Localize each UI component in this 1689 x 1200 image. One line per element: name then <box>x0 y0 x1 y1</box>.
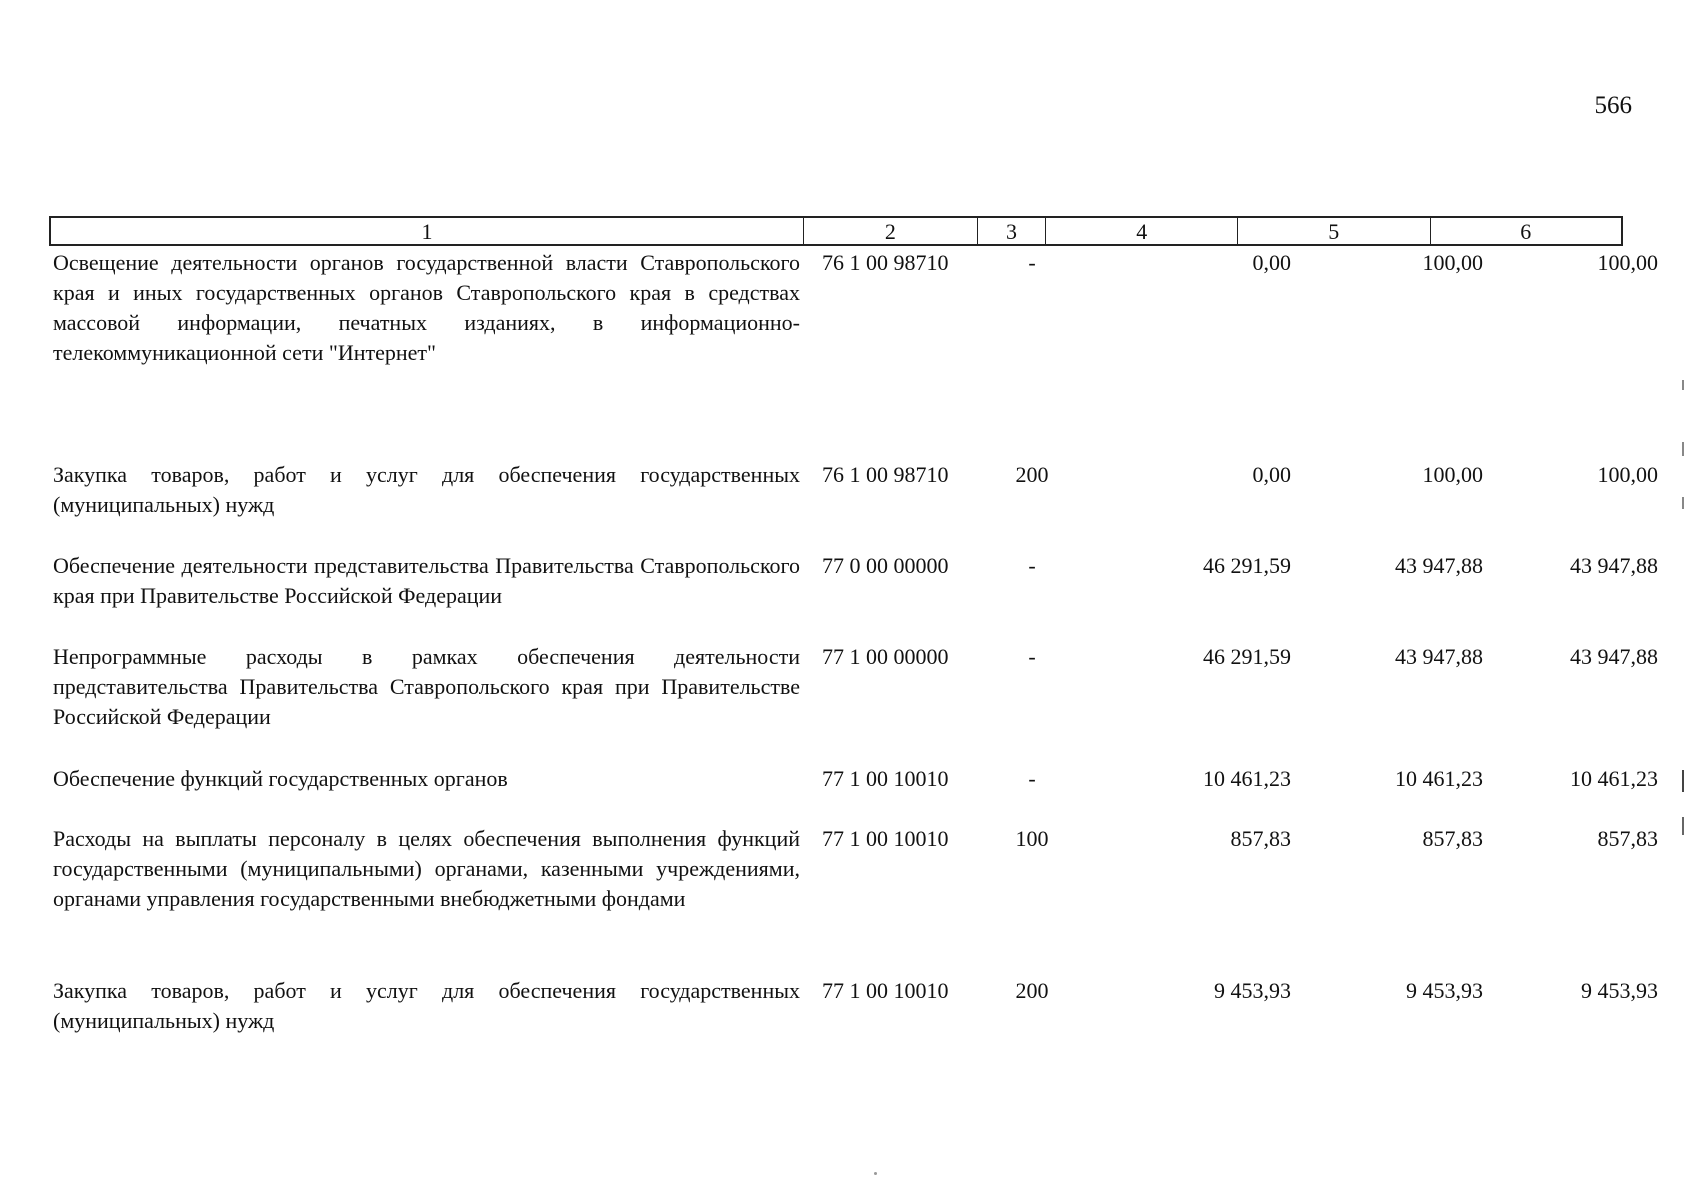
row-value-5: 857,83 <box>1422 826 1483 851</box>
row-code: 77 1 00 10010 <box>822 826 949 851</box>
header-col-3: 3 <box>978 218 1047 244</box>
row-code: 77 1 00 10010 <box>822 978 949 1003</box>
header-col-1: 1 <box>51 218 804 244</box>
row-code: 76 1 00 98710 <box>822 250 949 275</box>
row-value-6: 9 453,93 <box>1581 978 1658 1003</box>
row-code: 76 1 00 98710 <box>822 462 949 487</box>
row-code: 77 1 00 10010 <box>822 766 949 791</box>
row-type: - <box>1028 766 1036 791</box>
scan-mark <box>1682 770 1684 792</box>
row-code: 77 0 00 00000 <box>822 553 949 578</box>
scan-dot <box>874 1172 877 1175</box>
row-name: Обеспечение функций государственных органов <box>53 766 508 791</box>
row-value-5: 43 947,88 <box>1395 644 1483 669</box>
row-type: - <box>1028 250 1036 275</box>
row-type: 100 <box>1015 826 1049 851</box>
row-type: - <box>1028 644 1036 669</box>
scan-mark <box>1682 442 1684 456</box>
row-value-4: 9 453,93 <box>1214 978 1291 1003</box>
scan-mark <box>1682 380 1684 390</box>
row-name: Расходы на выплаты персоналу в целях обеспечения выполнения функций государственными (муниципальными) органами, казенными учреждениями, органами управления государственными внебюджетными фондами <box>53 826 800 911</box>
row-value-6: 100,00 <box>1597 462 1658 487</box>
row-value-5: 9 453,93 <box>1406 978 1483 1003</box>
header-col-6: 6 <box>1520 219 1532 244</box>
header-col-2: 2 <box>804 218 978 244</box>
row-value-6: 857,83 <box>1597 826 1658 851</box>
row-value-5: 43 947,88 <box>1395 553 1483 578</box>
row-value-5: 100,00 <box>1422 462 1483 487</box>
table-header <box>49 216 1623 246</box>
row-value-5: 10 461,23 <box>1395 766 1483 791</box>
row-type: 200 <box>1015 462 1049 487</box>
row-value-5: 100,00 <box>1422 250 1483 275</box>
header-col-5: 5 <box>1238 218 1431 244</box>
row-value-4: 0,00 <box>1252 462 1291 487</box>
row-value-4: 857,83 <box>1230 826 1291 851</box>
row-name: Закупка товаров, работ и услуг для обеспечения государственных (муниципальных) нужд <box>53 462 800 517</box>
row-value-4: 10 461,23 <box>1203 766 1291 791</box>
row-name: Непрограммные расходы в рамках обеспечения деятельности представительства Правительства Ставропольского края при Правительстве Российской Федерации <box>53 644 800 729</box>
scan-mark <box>1682 817 1684 835</box>
row-value-6: 43 947,88 <box>1570 644 1658 669</box>
row-value-4: 46 291,59 <box>1203 553 1291 578</box>
scan-mark <box>1682 497 1684 509</box>
row-name: Освещение деятельности органов государственной власти Ставропольского края и иных государственных органов Ставропольского края в средствах массовой информации, печатных изданиях, в информационно-телекоммуникационной сети "Интернет" <box>53 250 800 365</box>
row-value-6: 43 947,88 <box>1570 553 1658 578</box>
row-value-6: 10 461,23 <box>1570 766 1658 791</box>
row-name: Закупка товаров, работ и услуг для обеспечения государственных (муниципальных) нужд <box>53 978 800 1033</box>
row-value-6: 100,00 <box>1597 250 1658 275</box>
row-type: - <box>1028 553 1036 578</box>
row-code: 77 1 00 00000 <box>822 644 949 669</box>
page-number: 566 <box>1594 92 1632 119</box>
row-value-4: 0,00 <box>1252 250 1291 275</box>
row-value-4: 46 291,59 <box>1203 644 1291 669</box>
header-col-4: 4 <box>1046 218 1238 244</box>
row-type: 200 <box>1015 978 1049 1003</box>
row-name: Обеспечение деятельности представительства Правительства Ставропольского края при Правительстве Российской Федерации <box>53 553 800 608</box>
